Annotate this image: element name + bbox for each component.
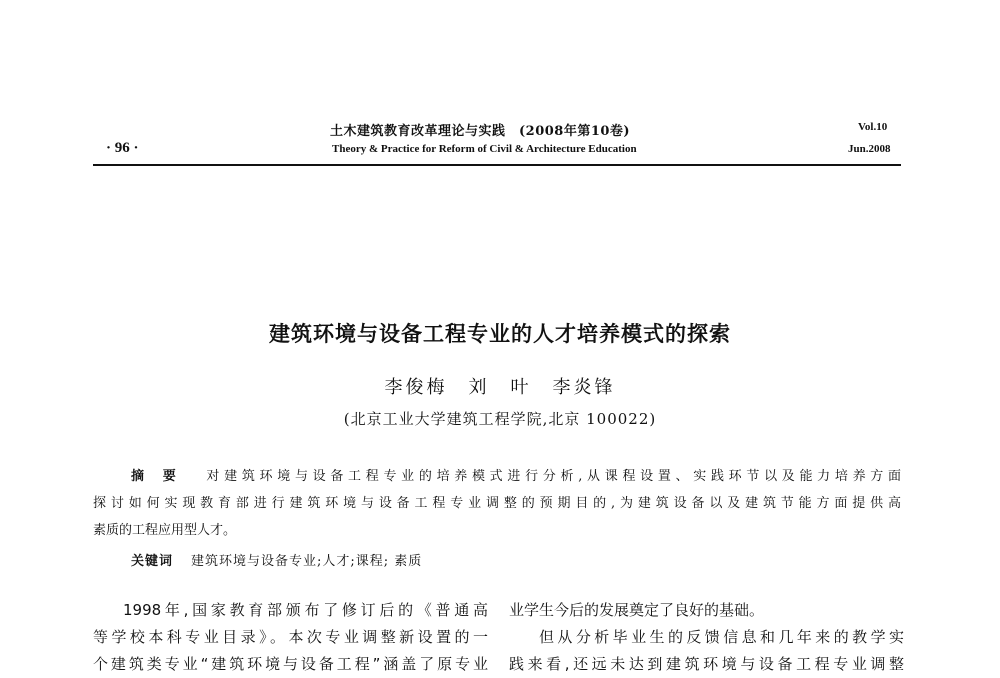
body-line: 但从分析毕业生的反馈信息和几年来的教学实: [539, 628, 904, 646]
keywords-label: 关键词: [131, 554, 174, 569]
keywords-value: 建筑环境与设备专业;人才;课程; 素质: [191, 554, 423, 569]
journal-title-cn: 土木建筑教育改革理论与实践 (2008年第10卷): [330, 124, 631, 139]
abstract-line: 摘要 对建筑环境与设备工程专业的培养模式进行分析,从课程设置、实践环节以及能力培养方面: [131, 469, 901, 484]
article-title: 建筑环境与设备工程专业的人才培养模式的探索: [269, 322, 731, 346]
body-column-left: [93, 597, 488, 678]
header-rule: [93, 164, 901, 166]
body-line: 践来看,还远未达到建筑环境与设备工程专业调整: [509, 655, 904, 673]
body-line: 个建筑类专业“建筑环境与设备工程”涵盖了原专业: [93, 655, 488, 673]
abstract: [93, 463, 901, 544]
volume-label: Vol.10: [858, 121, 888, 133]
abstract-line: 素质的工程应用型人才。: [93, 523, 237, 538]
body-line: 业学生今后的发展奠定了良好的基础。: [509, 601, 765, 619]
abstract-line: 探讨如何实现教育部进行建筑环境与设备工程专业调整的预期目的,为建筑设备以及建筑节能方面提供高: [93, 496, 901, 511]
body-column-right: [509, 597, 904, 678]
author-affiliation: (北京工业大学建筑工程学院,北京 100022): [343, 410, 657, 428]
body-line: 1998年,国家教育部颁布了修订后的《普通高: [123, 601, 488, 619]
keywords: [93, 548, 901, 575]
page-number: · 96 ·: [106, 140, 139, 156]
article-authors: 李俊梅 刘 叶 李炎锋: [384, 377, 616, 398]
issue-date: Jun.2008: [848, 143, 891, 155]
body-line: 等学校本科专业目录》。本次专业调整新设置的一: [93, 628, 488, 646]
journal-title-en: Theory & Practice for Reform of Civil & Architecture Education: [332, 143, 637, 155]
abstract-label: 摘要: [131, 469, 195, 484]
